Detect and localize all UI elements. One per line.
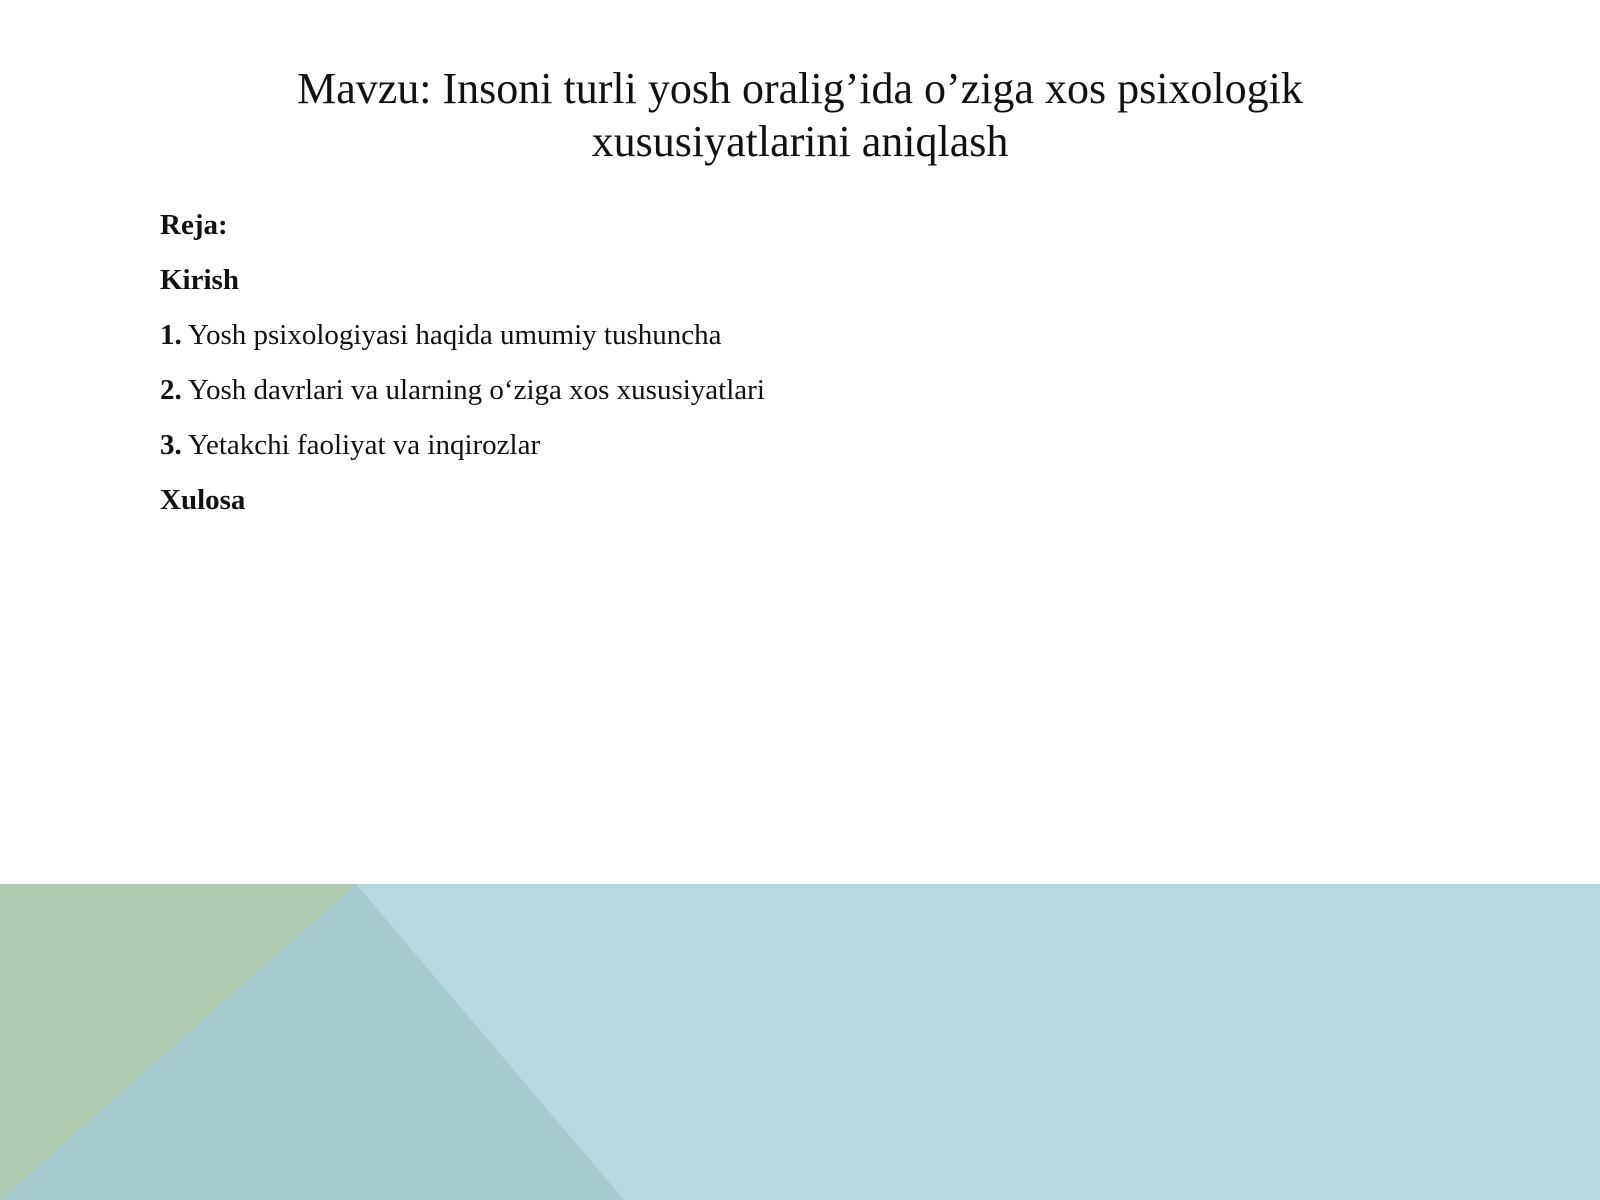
plan-item-3-number: 3. [160, 429, 182, 461]
plan-item-1 [160, 308, 1360, 363]
plan-item-2-text: Yosh davrlari va ularning o‘ziga xos xususiyatlari [181, 374, 765, 406]
title-line-2: xususiyatlarini aniqlash [591, 117, 1009, 166]
slide-title [200, 62, 1400, 168]
title-line-1: Mavzu: Insoni turli yosh oralig’ida o’ziga xos psixologik [297, 64, 1303, 113]
plan-content [160, 198, 1360, 528]
plan-item-3 [160, 418, 1360, 473]
intro-item: Kirish [160, 264, 239, 296]
plan-heading: Reja: [160, 209, 228, 241]
footer-decoration [0, 884, 1600, 1200]
plan-item-2 [160, 363, 1360, 418]
plan-item-2-number: 2. [160, 374, 182, 406]
plan-item-1-number: 1. [160, 319, 182, 351]
plan-item-1-text: Yosh psixologiyasi haqida umumiy tushuncha [181, 319, 722, 351]
plan-item-3-text: Yetakchi faoliyat va inqirozlar [181, 429, 541, 461]
conclusion-item: Xulosa [160, 484, 246, 516]
